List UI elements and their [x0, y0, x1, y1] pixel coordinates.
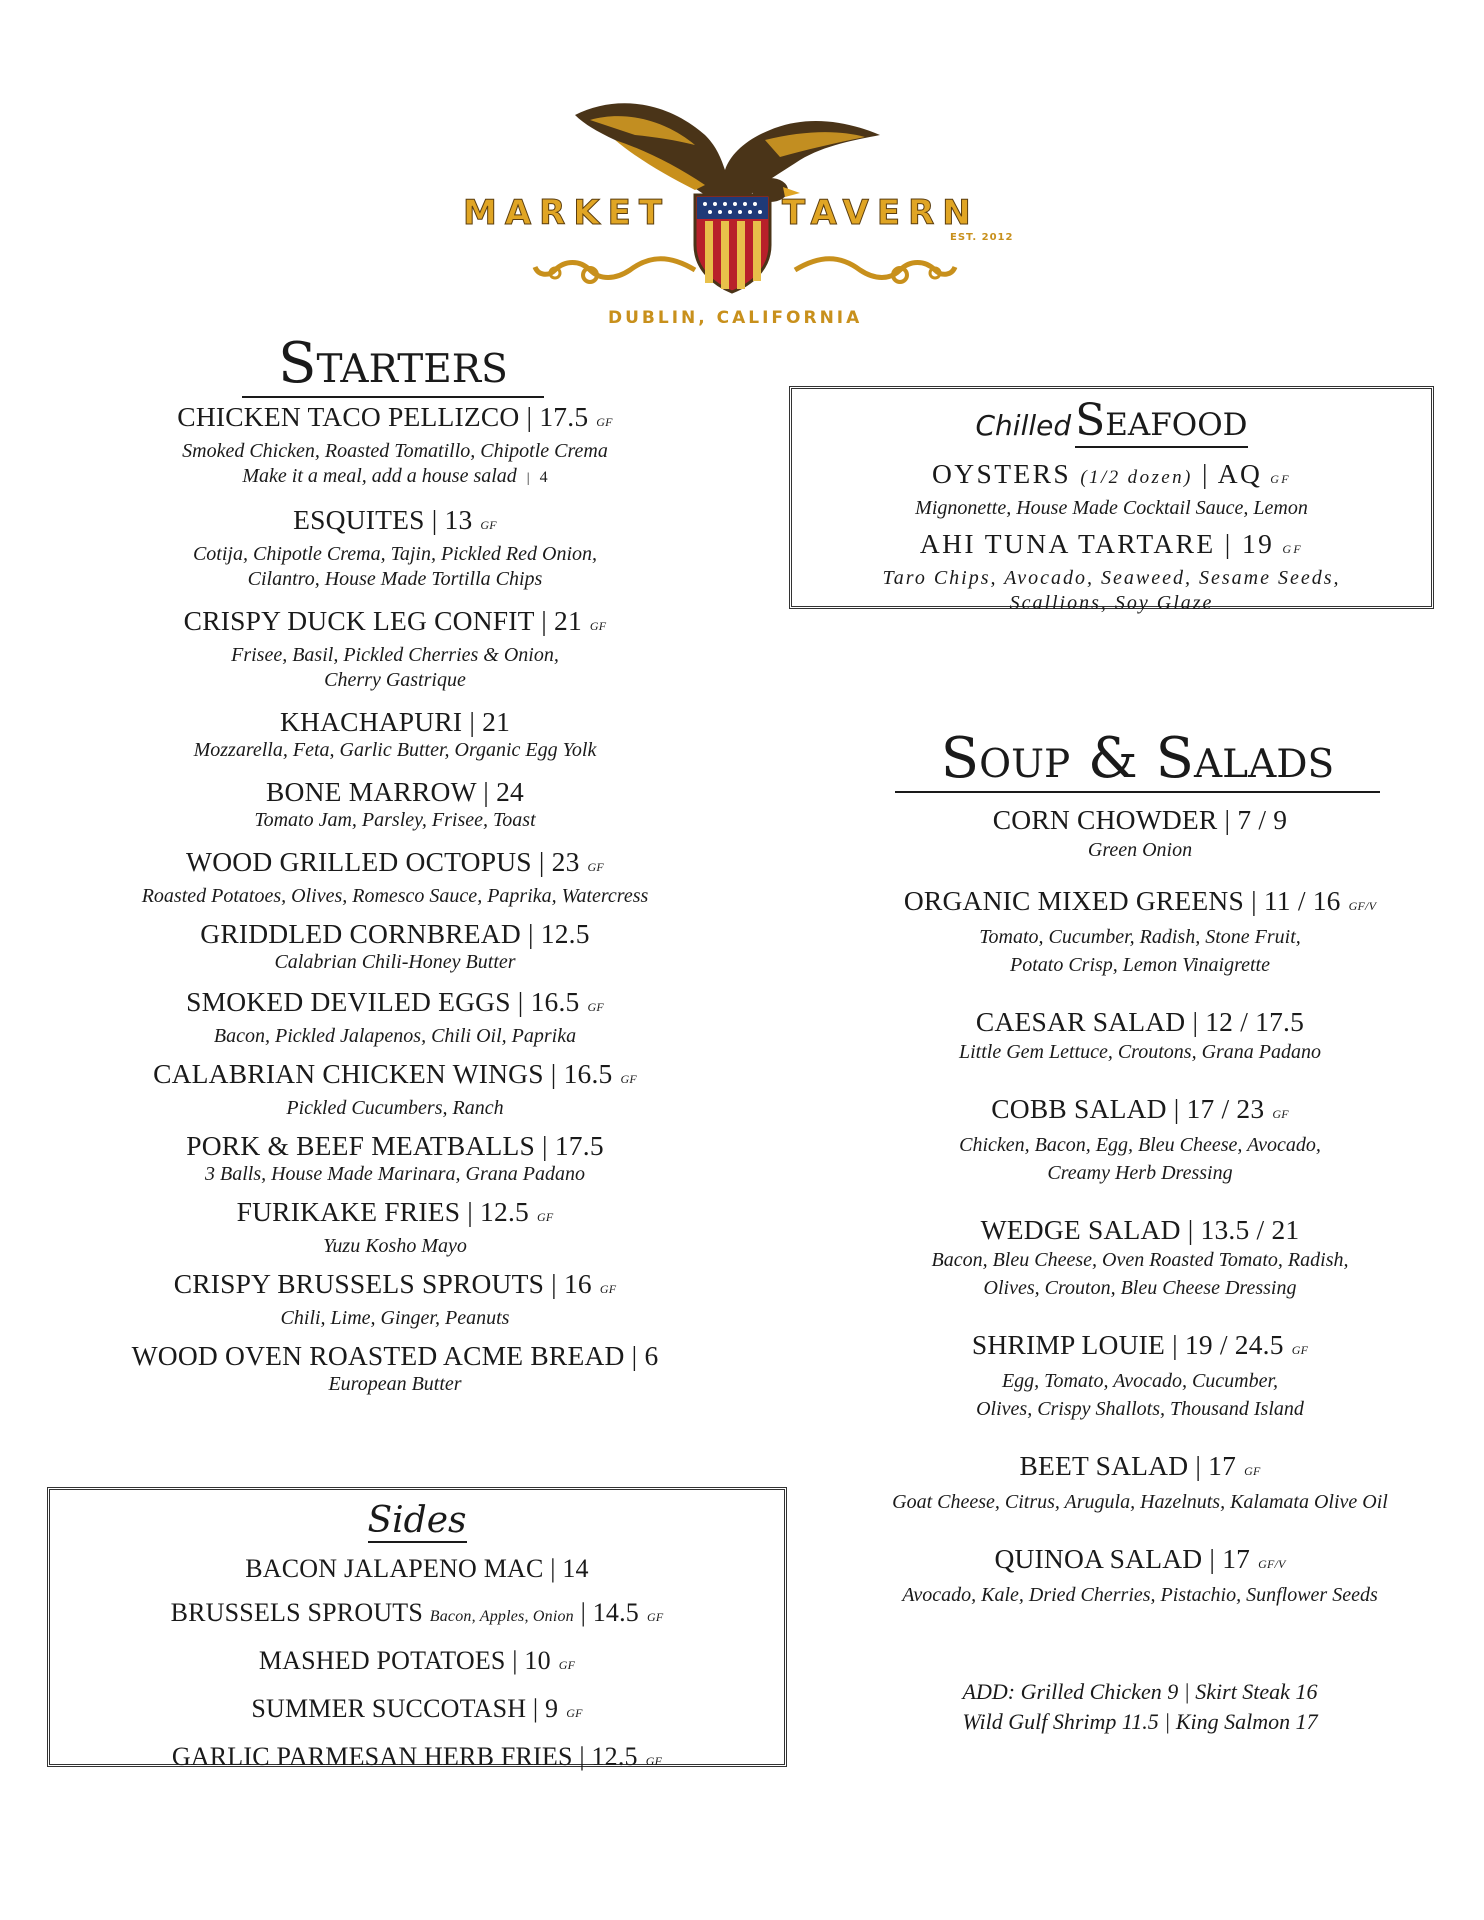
sides-list	[50, 1547, 784, 1783]
note-price: 4	[539, 469, 548, 486]
soup-salads-list	[840, 803, 1440, 1609]
item-name-line: BONE MARROW | 24	[265, 776, 524, 807]
item-description: Olives, Crouton, Bleu Cheese Dressing	[983, 1277, 1297, 1299]
item-description: 3 Balls, House Made Marinara, Grana Padano	[205, 1163, 585, 1185]
seafood-title: Seafood	[1075, 395, 1248, 446]
item-description: Creamy Herb Dressing	[1047, 1162, 1233, 1184]
menu-item	[60, 705, 730, 763]
gf-badge: GF	[587, 1000, 604, 1014]
item-name-line: WEDGE SALAD | 13.5 / 21	[980, 1214, 1300, 1245]
item-price: 12.5	[480, 1196, 529, 1227]
item-price: 16.5	[563, 1058, 613, 1089]
item-name-line: AHI TUNA TARTARE | 19 GF	[919, 528, 1304, 559]
item-name-line: CHICKEN TACO PELLIZCO | 17.5 GF	[177, 401, 613, 432]
item-name-line: WOOD OVEN ROASTED ACME BREAD | 6	[131, 1340, 659, 1371]
item-name: GRIDDLED CORNBREAD	[200, 918, 521, 949]
note-text: Make it a meal, add a house salad	[242, 465, 517, 487]
item-price: 17	[1222, 1543, 1251, 1574]
item-description: Cherry Gastrique	[324, 669, 466, 691]
item-description: Roasted Potatoes, Olives, Romesco Sauce, Paprika, Watercress	[141, 885, 649, 907]
gf-badge: GF	[587, 860, 604, 874]
add-ons	[840, 1677, 1440, 1737]
seafood-box	[789, 386, 1434, 614]
menu-item	[60, 775, 730, 833]
item-description: Green Onion	[1087, 839, 1193, 861]
item-description: Cotija, Chipotle Crema, Tajin, Pickled Red Onion,	[192, 543, 598, 565]
item-description: Calabrian Chili-Honey Butter	[274, 951, 516, 973]
gf-badge: GF	[1272, 1107, 1289, 1121]
item-name: COBB SALAD	[991, 1093, 1167, 1124]
gf-badge: GF	[645, 1754, 663, 1768]
item-description: Potato Crisp, Lemon Vinaigrette	[1010, 954, 1270, 976]
item-name: CORN CHOWDER	[992, 804, 1218, 835]
item-name: CALABRIAN CHICKEN WINGS	[153, 1058, 544, 1089]
item-price: 19 / 24.5	[1184, 1329, 1284, 1360]
gf-badge: GF	[599, 1282, 617, 1296]
item-price: 17.5	[539, 401, 589, 432]
item-description: Avocado, Kale, Dried Cherries, Pistachio, Sunflower Seeds	[902, 1584, 1378, 1606]
item-price: 13.5 / 21	[1200, 1214, 1300, 1245]
item-name: ORGANIC MIXED GREENS	[903, 885, 1244, 916]
item-description: European Butter	[328, 1373, 462, 1395]
item-price: 24	[496, 776, 524, 807]
menu-item	[840, 1005, 1440, 1066]
item-name: WOOD OVEN ROASTED ACME BREAD	[131, 1340, 625, 1371]
item-name: WEDGE SALAD	[980, 1214, 1181, 1245]
gf-badge: GF	[1244, 1464, 1261, 1478]
item-note	[60, 464, 730, 491]
menu-item	[792, 527, 1431, 616]
gf-badge: GF	[566, 1706, 583, 1720]
menu-item	[840, 803, 1440, 864]
item-description: Tomato, Cucumber, Radish, Stone Fruit,	[979, 926, 1301, 948]
menu-item	[60, 917, 730, 975]
menu-item	[60, 400, 730, 491]
item-description: Tomato Jam, Parsley, Frisee, Toast	[254, 809, 536, 831]
item-price: 16.5	[530, 986, 580, 1017]
item-description: Pickled Cucumbers, Ranch	[286, 1097, 504, 1119]
seafood-title-prefix: Chilled	[975, 409, 1072, 442]
item-price: 11 / 16	[1263, 885, 1341, 916]
gf-badge: GF/V	[1258, 1557, 1286, 1571]
menu-item	[60, 1339, 730, 1397]
item-description: Frisee, Basil, Pickled Cherries & Onion,	[231, 644, 559, 666]
item-qualifier: (1/2 dozen)	[1080, 467, 1193, 488]
item-name: SHRIMP LOUIE	[971, 1329, 1166, 1360]
item-price: 6	[644, 1340, 659, 1371]
menu-item	[60, 985, 730, 1049]
item-price: 17	[1208, 1450, 1237, 1481]
menu-item	[60, 1267, 730, 1331]
item-name: CHICKEN TACO PELLIZCO	[177, 401, 520, 432]
side-name: GARLIC PARMESAN HERB FRIES	[171, 1742, 573, 1771]
item-name-line: SMOKED DEVILED EGGS | 16.5 GF	[186, 986, 604, 1017]
side-price: 10	[524, 1646, 551, 1675]
menu-item	[60, 503, 730, 592]
menu-item	[60, 1057, 730, 1121]
item-description: Chicken, Bacon, Egg, Bleu Cheese, Avocado,	[959, 1134, 1321, 1156]
item-description: Cilantro, House Made Tortilla Chips	[247, 568, 543, 590]
side-price: 14	[562, 1554, 589, 1583]
item-name-line: COBB SALAD | 17 / 23 GF	[991, 1093, 1289, 1124]
item-price: 19	[1242, 528, 1275, 559]
item-price: 16	[563, 1268, 592, 1299]
item-name-line: CRISPY BRUSSELS SPROUTS | 16 GF	[173, 1268, 617, 1299]
item-price: 12 / 17.5	[1205, 1006, 1305, 1037]
item-name-line: OYSTERS (1/2 dozen) | AQ GF	[931, 458, 1292, 489]
side-detail: Bacon, Apples, Onion	[429, 1608, 574, 1625]
gf-badge: GF	[596, 415, 613, 429]
item-name: PORK & BEEF MEATBALLS	[186, 1130, 535, 1161]
item-price: 12.5	[540, 918, 590, 949]
item-price: 17 / 23	[1186, 1093, 1265, 1124]
menu-item	[840, 1449, 1440, 1516]
item-name-line: GRIDDLED CORNBREAD | 12.5	[200, 918, 590, 949]
sides-box	[47, 1487, 787, 1771]
gf-badge: GF	[589, 619, 607, 633]
menu-item	[60, 1129, 730, 1187]
item-name-line: FURIKAKE FRIES | 12.5 GF	[236, 1196, 554, 1227]
logo-est: EST. 2012	[950, 232, 1014, 243]
item-name-line: CORN CHOWDER | 7 / 9	[992, 804, 1288, 835]
item-price: 7 / 9	[1237, 804, 1288, 835]
menu-item	[840, 884, 1440, 979]
item-description: Mozzarella, Feta, Garlic Butter, Organic Egg Yolk	[193, 739, 597, 761]
seafood-list	[792, 457, 1431, 616]
item-name: WOOD GRILLED OCTOPUS	[186, 846, 532, 877]
menu-item	[792, 457, 1431, 521]
item-name-line: CRISPY DUCK LEG CONFIT | 21 GF	[183, 605, 607, 636]
item-name-line: KHACHAPURI | 21	[279, 706, 511, 737]
soup-salads-title: Soup & Salads	[895, 731, 1380, 793]
item-name-line: CAESAR SALAD | 12 / 17.5	[975, 1006, 1305, 1037]
starters-title: Starters	[242, 336, 544, 398]
add-on-line: ADD: Grilled Chicken 9 | Skirt Steak 16	[962, 1679, 1318, 1704]
logo-word-market: MARKET	[463, 193, 671, 233]
item-name: QUINOA SALAD	[994, 1543, 1203, 1574]
add-on-line: Wild Gulf Shrimp 11.5 | King Salmon 17	[962, 1709, 1318, 1734]
item-description: Little Gem Lettuce, Croutons, Grana Padano	[958, 1041, 1322, 1063]
gf-badge: GF	[480, 518, 497, 532]
item-name-line: BEET SALAD | 17 GF	[1019, 1450, 1261, 1481]
menu-item	[60, 604, 730, 693]
side-item: GARLIC PARMESAN HERB FRIES | 12.5 GF	[171, 1742, 663, 1771]
side-name: BRUSSELS SPROUTS	[170, 1598, 424, 1627]
menu-item	[60, 845, 730, 909]
item-description: Egg, Tomato, Avocado, Cucumber,	[1001, 1370, 1279, 1392]
gf-badge: GF	[1282, 542, 1304, 556]
item-description: Chili, Lime, Ginger, Peanuts	[280, 1307, 510, 1329]
gf-badge: GF	[1270, 472, 1292, 486]
item-name: BONE MARROW	[265, 776, 477, 807]
item-name: OYSTERS	[931, 458, 1072, 489]
item-name: SMOKED DEVILED EGGS	[186, 986, 511, 1017]
gf-badge: GF	[1291, 1343, 1309, 1357]
item-description: Goat Cheese, Citrus, Arugula, Hazelnuts, Kalamata Olive Oil	[892, 1491, 1388, 1513]
item-price: 13	[444, 504, 473, 535]
side-item: BRUSSELS SPROUTS Bacon, Apples, Onion | 14.5 GF	[170, 1598, 664, 1627]
item-price: AQ	[1217, 458, 1263, 489]
side-item: BACON JALAPENO MAC | 14	[245, 1554, 589, 1583]
item-price: 17.5	[554, 1130, 604, 1161]
starters-list	[60, 400, 730, 1397]
side-item: SUMMER SUCCOTASH | 9 GF	[251, 1694, 583, 1723]
side-price: 12.5	[591, 1742, 638, 1771]
side-price: 14.5	[592, 1598, 640, 1627]
item-description: Taro Chips, Avocado, Seaweed, Sesame Seeds,	[882, 567, 1341, 589]
item-name: CAESAR SALAD	[975, 1006, 1186, 1037]
right-flourish	[790, 245, 960, 295]
item-name-line: CALABRIAN CHICKEN WINGS | 16.5 GF	[153, 1058, 637, 1089]
item-name: CRISPY DUCK LEG CONFIT	[183, 605, 535, 636]
item-name-line: QUINOA SALAD | 17 GF/V	[994, 1543, 1286, 1574]
gf-badge: GF	[647, 1610, 664, 1624]
item-name-line: PORK & BEEF MEATBALLS | 17.5	[186, 1130, 604, 1161]
item-description: Mignonette, House Made Cocktail Sauce, Lemon	[915, 497, 1308, 519]
gf-badge: GF	[536, 1210, 554, 1224]
item-name-line: ESQUITES | 13 GF	[293, 504, 497, 535]
item-name-line: SHRIMP LOUIE | 19 / 24.5 GF	[971, 1329, 1309, 1360]
item-name: KHACHAPURI	[279, 706, 463, 737]
item-description: Smoked Chicken, Roasted Tomatillo, Chipotle Crema	[182, 440, 608, 462]
side-name: MASHED POTATOES	[258, 1646, 506, 1675]
note-separator: |	[526, 471, 530, 486]
logo-word-tavern: TAVERN	[782, 193, 979, 233]
menu-item	[840, 1328, 1440, 1423]
item-description: Yuzu Kosho Mayo	[323, 1235, 467, 1257]
menu-item	[840, 1542, 1440, 1609]
item-name-line: ORGANIC MIXED GREENS | 11 / 16 GF/V	[903, 885, 1377, 916]
menu-item	[60, 1195, 730, 1259]
side-item: MASHED POTATOES | 10 GF	[258, 1646, 576, 1675]
sides-title: Sides	[367, 1500, 467, 1541]
item-price: 21	[482, 706, 511, 737]
item-name: AHI TUNA TARTARE	[919, 528, 1216, 559]
logo-location: DUBLIN, CALIFORNIA	[608, 308, 863, 328]
gf-badge: GF	[558, 1658, 576, 1672]
item-name-line: WOOD GRILLED OCTOPUS | 23 GF	[186, 846, 604, 877]
item-description: Bacon, Pickled Jalapenos, Chili Oil, Paprika	[213, 1025, 577, 1047]
item-description: Olives, Crispy Shallots, Thousand Island	[976, 1398, 1304, 1420]
item-price: 21	[554, 605, 582, 636]
left-flourish	[530, 245, 700, 295]
menu-item	[840, 1092, 1440, 1187]
gf-badge: GF/V	[1348, 899, 1377, 913]
item-name: FURIKAKE FRIES	[236, 1196, 461, 1227]
side-price: 9	[545, 1694, 559, 1723]
side-name: SUMMER SUCCOTASH	[251, 1694, 527, 1723]
menu-item	[840, 1213, 1440, 1302]
item-price: 23	[551, 846, 580, 877]
item-name: ESQUITES	[293, 504, 425, 535]
item-name: CRISPY BRUSSELS SPROUTS	[173, 1268, 545, 1299]
item-name: BEET SALAD	[1019, 1450, 1189, 1481]
side-name: BACON JALAPENO MAC	[245, 1554, 544, 1583]
item-description: Scallions, Soy Glaze	[1009, 592, 1214, 614]
market-tavern-logo	[0, 95, 1484, 335]
gf-badge: GF	[620, 1072, 637, 1086]
item-description: Bacon, Bleu Cheese, Oven Roasted Tomato, Radish,	[931, 1249, 1349, 1271]
